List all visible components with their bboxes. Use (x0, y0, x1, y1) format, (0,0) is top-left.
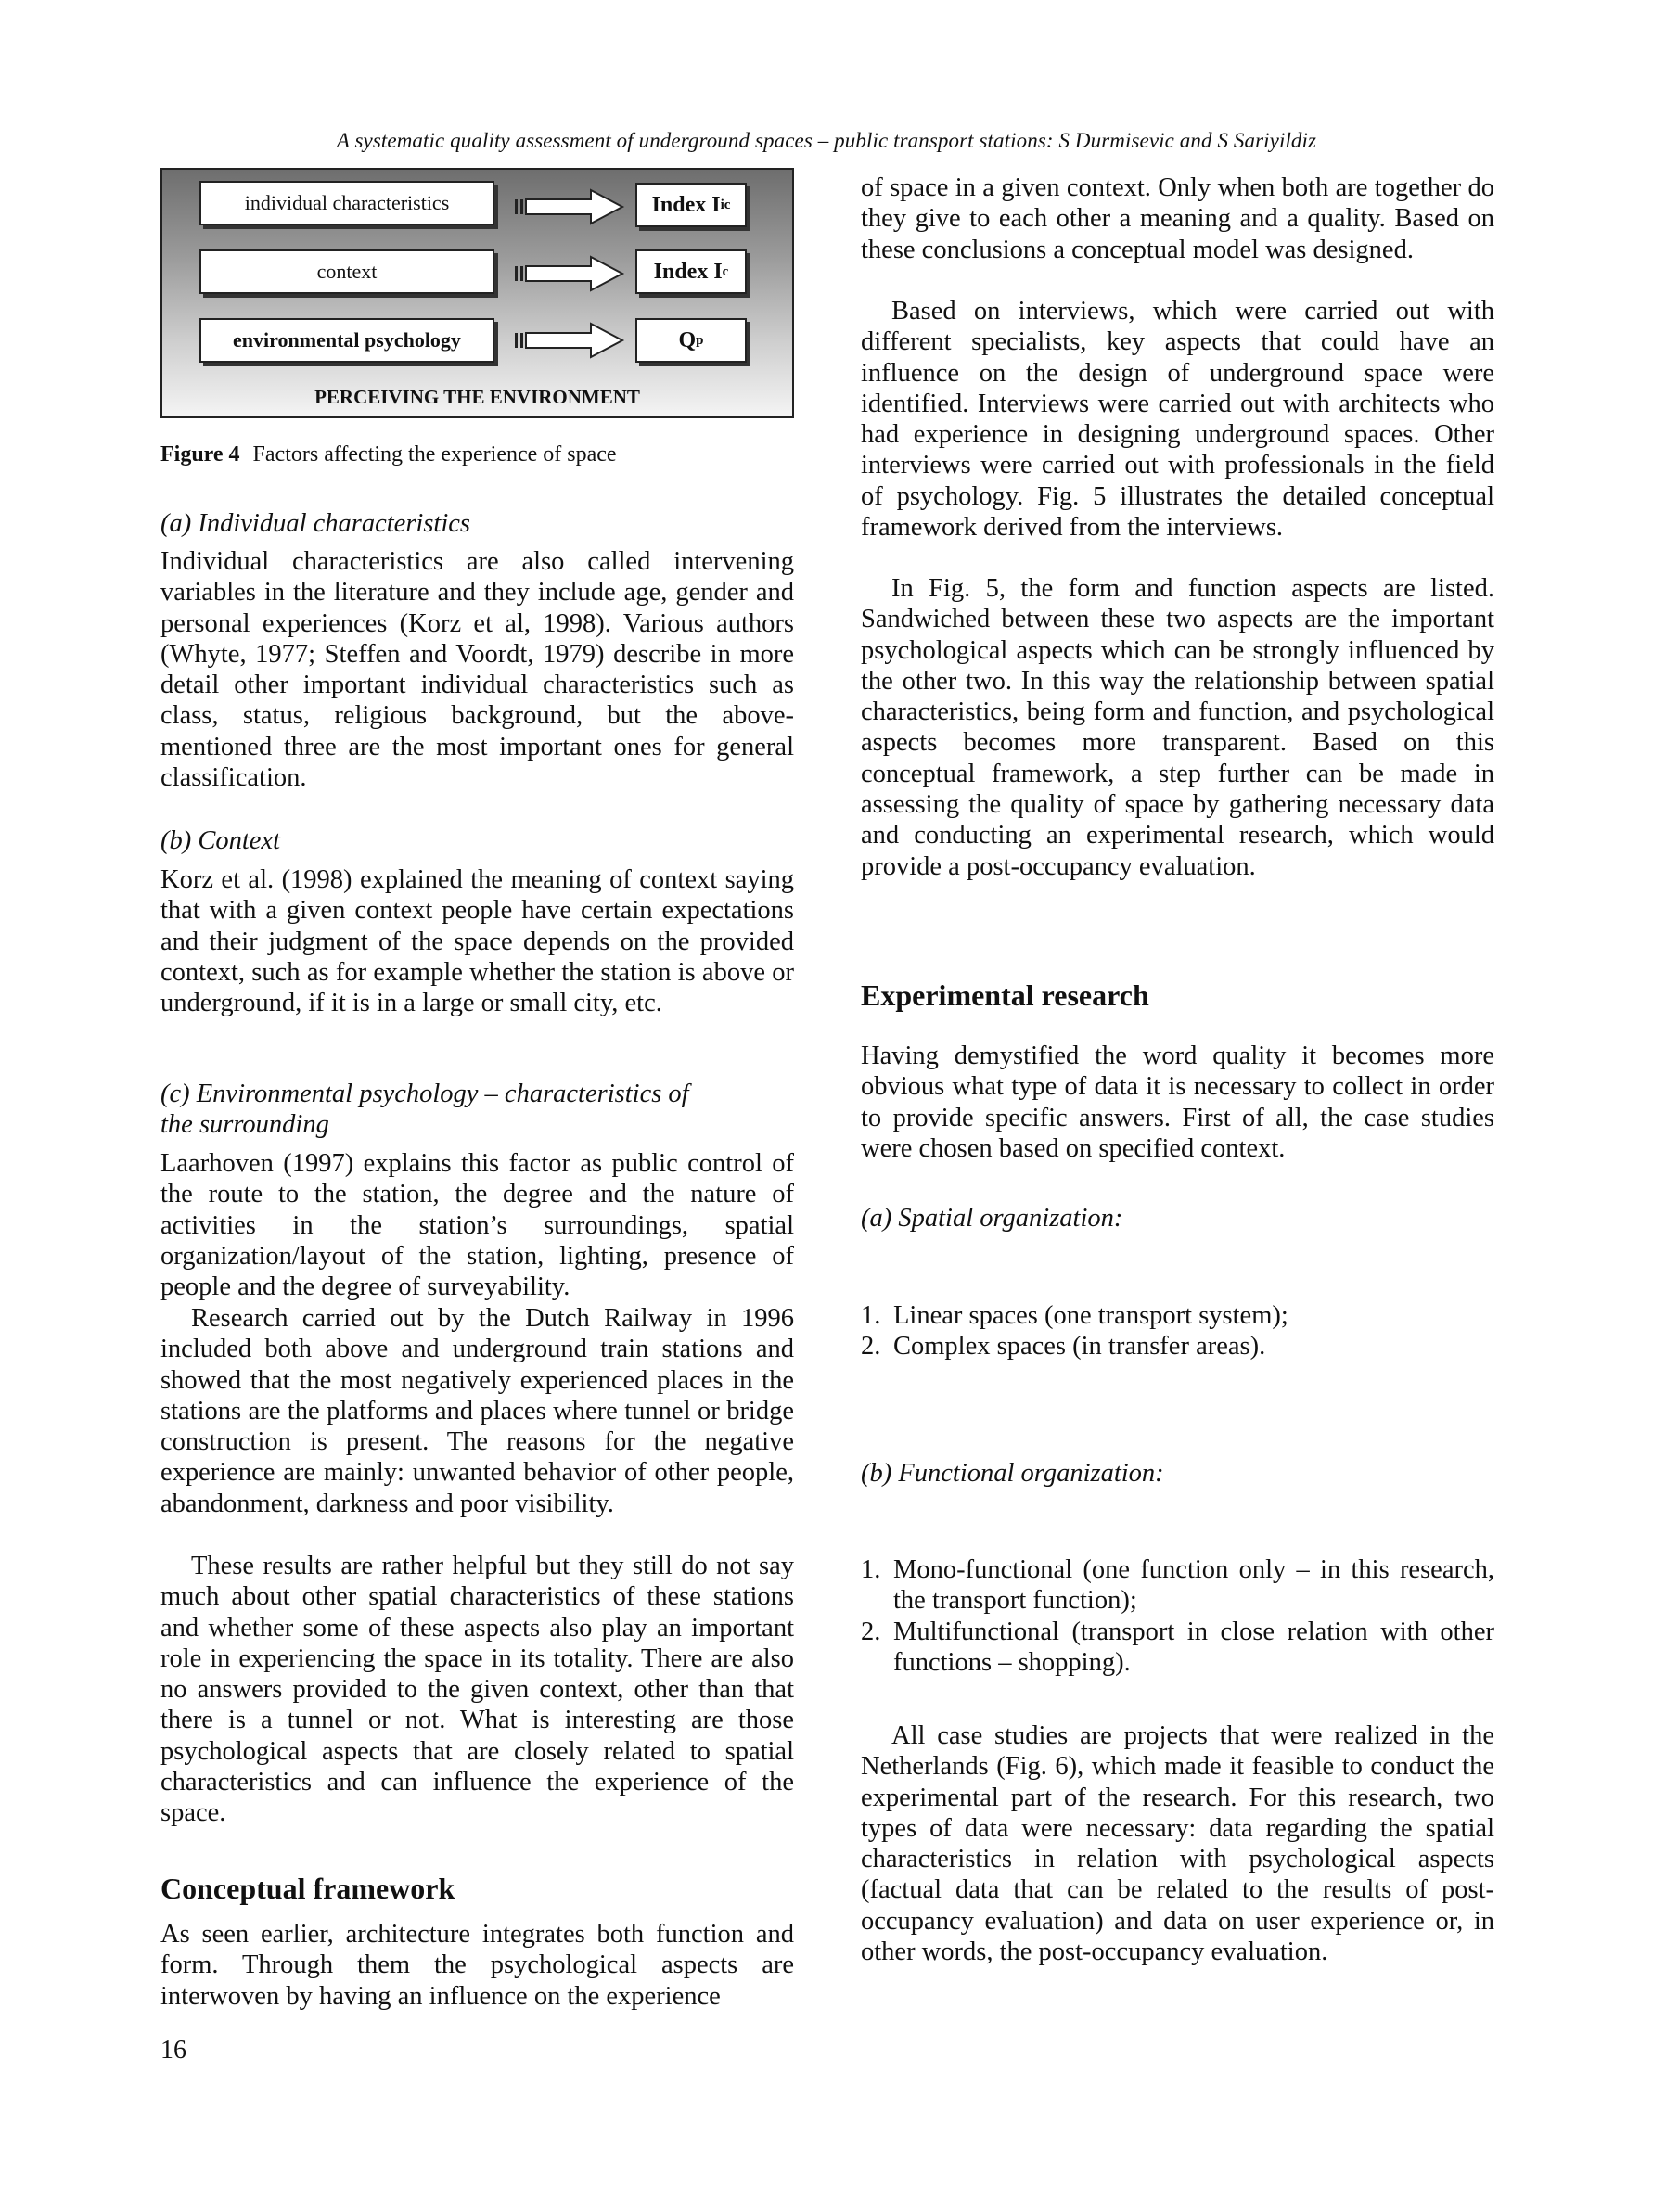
paragraph-fig5: In Fig. 5, the form and function aspects are listed. Sandwiched between these two aspects are the important psychological aspects which can be strongly influenced by the other two. In this way the relationship between spatial characteristics, being form and function, and psychological aspects becomes more transparent. Based on this conceptual framework, a step further can be made in assessing the quality of space by gathering necessary data and conducting an experimental research, which would provide a post-occupancy evaluation. (861, 574, 1494, 881)
figure-4-diagram (160, 168, 794, 418)
running-head: A systematic quality assessment of underground spaces – public transport stations: S Durmisevic and S Sariyildiz (336, 129, 1317, 152)
paragraph-individual: Individual characteristics are also called intervening variables in the literature and they include age, gender and personal experiences (Korz et al, 1998). Various authors (Whyte, 1977; Steffen and Voordt, 1979) describe in more detail other important individual characteristics such as class, status, religious background, but the above-mentioned three are the most important ones for general classification. (160, 547, 794, 793)
list-item (861, 1617, 1494, 1679)
list-text: Mono-functional (one function only – in this research, the transport function); (893, 1555, 1494, 1616)
paragraph-dutch-railway: Research carried out by the Dutch Railway in 1996 included both above and underground train stations and showed that the most negatively experienced places in the stations are the platforms and places where tunnel or bridge construction is present. The reasons for the negative experience are mainly: unwanted behavior of other people, abandonment, darkness and poor visibility. (160, 1304, 794, 1518)
index-subscript: ic (720, 197, 731, 212)
figure-index-c (635, 249, 747, 294)
heading-conceptual-framework: Conceptual framework (160, 1872, 455, 1905)
index-text: Index I (653, 259, 723, 284)
functional-list (861, 1554, 1494, 1678)
page-number: 16 (160, 2036, 186, 2065)
list-number: 1. (861, 1555, 881, 1584)
paragraph-experimental: Having demystified the word quality it becomes more obvious what type of data it is necessary to collect in order to provide specific answers. First of all, the case studies were chosen based on specified context. (861, 1042, 1494, 1163)
paragraph-environmental: Laarhoven (1997) explains this factor as public control of the route to the station, the degree and the nature of activities in the station’s surroundings, spatial organization/layout of the station, lighting, presence of people and the degree of surveyability. (160, 1149, 794, 1302)
heading-experimental-research: Experimental research (861, 978, 1149, 1012)
subheading-line: (c) Environmental psychology – characteristics of (160, 1080, 689, 1108)
paragraph-case-studies: All case studies are projects that were realized in the Netherlands (Fig. 6), which made it feasible to conduct the experimental part of the research. For this research, two types of data were necessary: data regarding the spatial characteristics in relation with psychological aspects (factual data that can be related to the results of post-occupancy evaluation) and data on user experience or, in other words, the post-occupancy evaluation. (861, 1721, 1494, 1967)
paragraph-context: Korz et al. (1998) explained the meaning of context saying that with a given context people have certain expectations and their judgment of the space depends on the provided context, such as for example whether the station is above or underground, if it is in a large or small city, etc. (160, 865, 794, 1018)
subheading-spatial: (a) Spatial organization: (861, 1204, 1123, 1233)
paragraph-conceptual: As seen earlier, architecture integrates both function and form. Through them the psychological aspects are interwoven by having an influence on the experience (160, 1920, 794, 2011)
figure-label-context: context (199, 249, 494, 294)
paragraph-interviews: Based on interviews, which were carried out with different specialists, key aspects that could have an influence on the design of underground space were identified. Interviews were carried out with architects who had experience in designing underground spaces. Other interviews were carried out with professionals in the field of psychology. Fig. 5 illustrates the detailed conceptual framework derived from the interviews. (861, 297, 1494, 543)
list-text: Linear spaces (one transport system); (893, 1301, 1288, 1330)
list-number: 1. (861, 1301, 881, 1330)
list-item (861, 1300, 1494, 1331)
figure-footer: PERCEIVING THE ENVIRONMENT (314, 386, 640, 408)
subheading-environmental (160, 1079, 794, 1141)
index-text: Index I (651, 192, 721, 217)
figure-caption (160, 442, 617, 467)
list-text: Multifunctional (transport in close relation with other functions – shopping). (893, 1617, 1494, 1677)
subheading-individual: (a) Individual characteristics (160, 509, 471, 538)
list-number: 2. (861, 1617, 881, 1646)
list-text: Complex spaces (in transfer areas). (893, 1332, 1266, 1362)
figure-index-ic (635, 183, 747, 227)
arrow-icon (515, 322, 626, 359)
list-item (861, 1554, 1494, 1617)
paragraph-space-context: of space in a given context. Only when both are together do they give to each other a meaning and a quality. Based on these conclusions a conceptual model was designed. (861, 173, 1494, 264)
paragraph-results: These results are rather helpful but they still do not say much about other spatial characteristics of these stations and whether some of these aspects also play an important role in experiencing the space in its totality. There are also no answers provided to the given context, other than that there is a tunnel or not. What is interesting are those psychological aspects that are closely related to spatial characteristics and can influence the experience of the space. (160, 1552, 794, 1828)
caption-text: Factors affecting the experience of space (252, 442, 617, 467)
caption-label: Figure 4 (160, 442, 240, 467)
subheading-context: (b) Context (160, 826, 281, 855)
spatial-list (861, 1300, 1494, 1362)
index-subscript: c (722, 263, 729, 279)
subheading-line: the surrounding (160, 1110, 329, 1140)
list-number: 2. (861, 1332, 881, 1362)
figure-label-individual: individual characteristics (199, 181, 494, 225)
arrow-icon (515, 188, 626, 225)
arrow-icon (515, 255, 626, 292)
figure-index-qp (635, 318, 747, 363)
list-item (861, 1331, 1494, 1362)
subheading-functional: (b) Functional organization: (861, 1459, 1164, 1488)
index-subscript: p (696, 332, 704, 348)
index-text: Q (678, 327, 697, 352)
figure-label-environmental: environmental psychology (199, 318, 494, 363)
